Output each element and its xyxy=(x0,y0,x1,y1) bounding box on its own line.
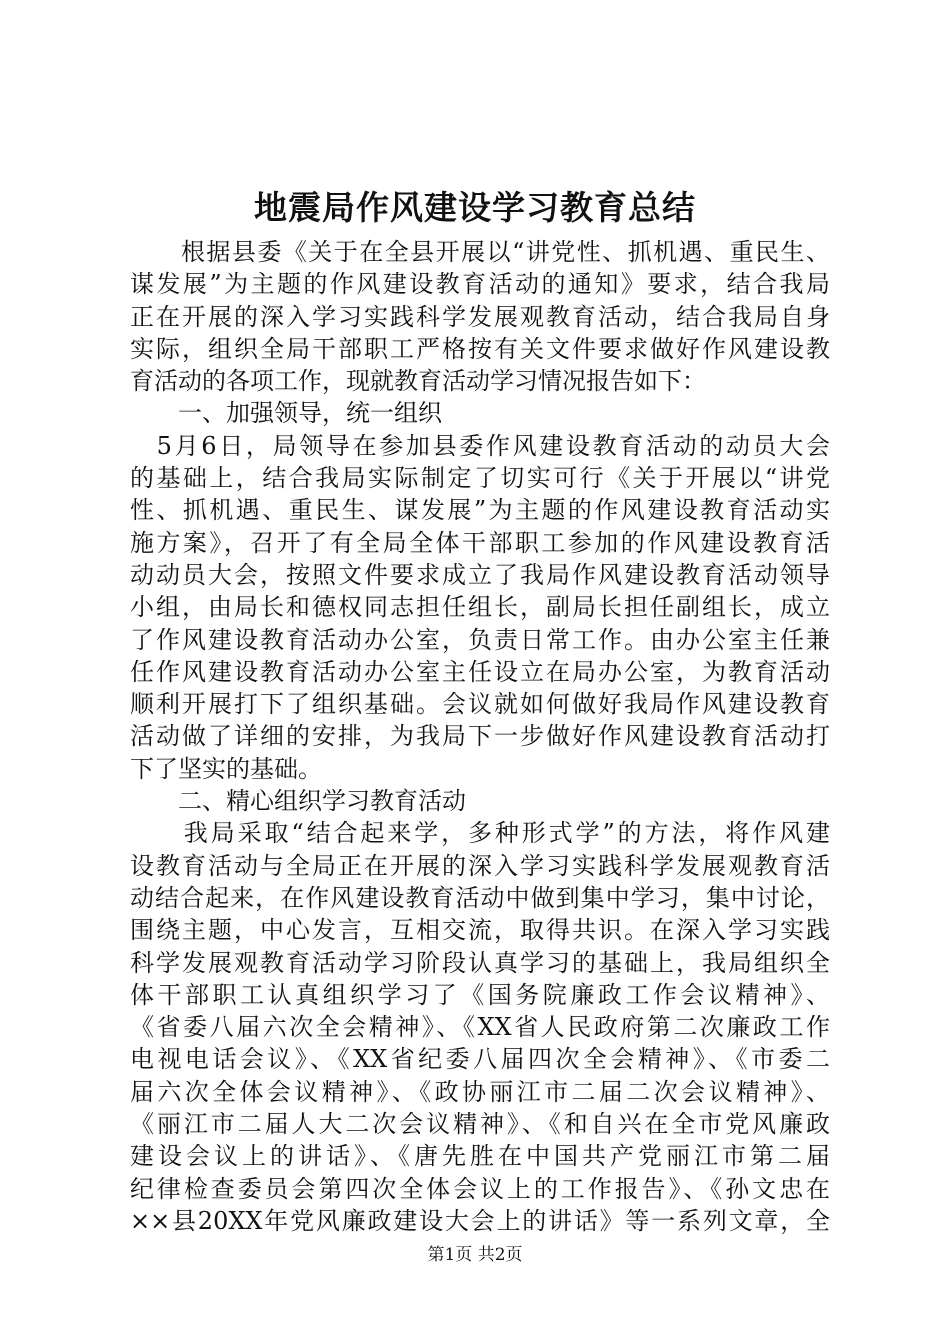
paragraph-line: 任作风建设教育活动办公室主任设立在局办公室，为教育活动 xyxy=(130,657,830,686)
paragraph-line: 动结合起来，在作风建设教育活动中做到集中学习，集中讨论， xyxy=(130,883,830,912)
paragraph-line: 纪律检查委员会第四次全体会议上的工作报告》、《孙文忠在 xyxy=(130,1174,830,1203)
paragraph-line: 动动员大会，按照文件要求成立了我局作风建设教育活动领导 xyxy=(130,560,830,589)
document-title: 地震局作风建设学习教育总结 xyxy=(254,188,696,227)
paragraph-line: 下了坚实的基础。 xyxy=(130,754,322,783)
paragraph-line: 了作风建设教育活动办公室，负责日常工作。由办公室主任兼 xyxy=(130,625,830,654)
paragraph-line: 5月6日，局领导在参加县委作风建设教育活动的动员大会 xyxy=(130,431,830,460)
paragraph-line: 设教育活动与全局正在开展的深入学习实践科学发展观教育活 xyxy=(130,851,830,880)
paragraph-line: 施方案》，召开了有全局全体干部职工参加的作风建设教育活 xyxy=(130,528,830,557)
paragraph-line: 科学发展观教育活动学习阶段认真学习的基础上，我局组织全 xyxy=(130,948,830,977)
paragraph-line: 体干部职工认真组织学习了《国务院廉政工作会议精神》、 xyxy=(130,980,830,1009)
paragraph-line: 电视电话会议》、《XX省纪委八届四次全会精神》、《市委二 xyxy=(130,1045,830,1074)
paragraph-line: 小组，由局长和德权同志担任组长，副局长担任副组长，成立 xyxy=(130,593,830,622)
paragraph-line: 二、精心组织学习教育活动 xyxy=(130,787,466,816)
page-footer: 第1页 共2页 xyxy=(427,1245,523,1265)
paragraph-line: 谋发展”为主题的作风建设教育活动的通知》要求，结合我局 xyxy=(130,270,830,299)
paragraph-line: 届六次全体会议精神》、《政协丽江市二届二次会议精神》、 xyxy=(130,1077,830,1106)
paragraph-line: 活动做了详细的安排，为我局下一步做好作风建设教育活动打 xyxy=(130,722,830,751)
document-body xyxy=(130,236,830,1237)
paragraph-line: ××县20XX年党风廉政建设大会上的讲话》等一系列文章，全 xyxy=(130,1206,830,1235)
paragraph-line: 围绕主题，中心发言，互相交流，取得共识。在深入学习实践 xyxy=(130,916,830,945)
paragraph-line: 《丽江市二届人大二次会议精神》、《和自兴在全市党风廉政 xyxy=(130,1110,830,1139)
paragraph-line: 的基础上，结合我局实际制定了切实可行《关于开展以“讲党 xyxy=(130,464,830,493)
paragraph-line: 育活动的各项工作，现就教育活动学习情况报告如下： xyxy=(130,367,706,396)
paragraph-line: 实际，组织全局干部职工严格按有关文件要求做好作风建设教 xyxy=(130,334,830,363)
paragraph-line: 《省委八届六次全会精神》、《XX省人民政府第二次廉政工作 xyxy=(130,1013,830,1042)
paragraph-line: 性、抓机遇、重民生、谋发展”为主题的作风建设教育活动实 xyxy=(130,496,830,525)
paragraph-line: 一、加强领导，统一组织 xyxy=(130,399,442,428)
paragraph-line: 顺利开展打下了组织基础。会议就如何做好我局作风建设教育 xyxy=(130,690,830,719)
paragraph-line: 建设会议上的讲话》、《唐先胜在中国共产党丽江市第二届 xyxy=(130,1142,830,1171)
paragraph-line: 我局采取“结合起来学，多种形式学”的方法，将作风建 xyxy=(130,819,830,848)
paragraph-line: 根据县委《关于在全县开展以“讲党性、抓机遇、重民生、 xyxy=(130,238,830,266)
paragraph-line: 正在开展的深入学习实践科学发展观教育活动，结合我局自身 xyxy=(130,302,830,331)
